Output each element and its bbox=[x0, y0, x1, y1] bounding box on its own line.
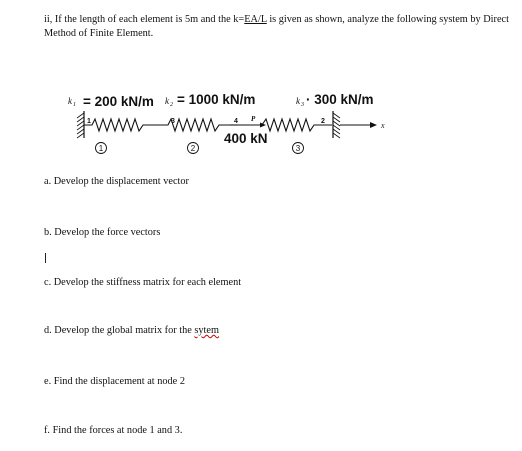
k1-subscript: 1 bbox=[73, 102, 76, 108]
x-axis-label: x bbox=[381, 121, 385, 130]
element-1-marker bbox=[96, 143, 107, 154]
k3-subscript: 3 bbox=[301, 102, 304, 108]
k1-symbol: k bbox=[68, 96, 72, 106]
load-arrow bbox=[240, 123, 266, 128]
element-2-marker bbox=[188, 143, 199, 154]
node-3-label: 3 bbox=[171, 118, 175, 125]
element-2-label: 2 bbox=[190, 144, 196, 153]
k2-value: = 1000 kN/m bbox=[177, 92, 256, 107]
question-d-text: d. Develop the global matrix for the bbox=[44, 325, 195, 336]
question-a: a. Develop the displacement vector bbox=[44, 176, 189, 187]
question-c: c. Develop the stiffness matrix for each element bbox=[44, 277, 242, 288]
question-d bbox=[44, 325, 219, 336]
question-b: b. Develop the force vectors bbox=[44, 227, 161, 238]
k2-subscript: 2 bbox=[170, 102, 173, 108]
spring-element-1 bbox=[84, 119, 160, 131]
node-4-label: 4 bbox=[234, 118, 238, 125]
question-f: f. Find the forces at node 1 and 3. bbox=[44, 425, 183, 436]
k1-value: = 200 kN/m bbox=[83, 94, 154, 109]
element-3-marker bbox=[293, 143, 304, 154]
k3-symbol: k bbox=[296, 96, 300, 106]
ea-over-l-underlined: EA/L bbox=[244, 14, 267, 25]
node-2-label: 2 bbox=[321, 118, 325, 125]
problem-text-part1: ii, If the length of each element is 5m and the k= bbox=[44, 14, 245, 25]
load-value: 400 kN bbox=[224, 131, 268, 146]
k2-symbol: k bbox=[165, 96, 169, 106]
node-1-label: 1 bbox=[87, 118, 91, 125]
x-axis-arrow bbox=[340, 122, 377, 128]
element-1-label: 1 bbox=[98, 144, 104, 153]
load-symbol: P bbox=[251, 115, 256, 123]
k3-value: · 300 kN/m bbox=[306, 92, 374, 107]
element-3-label: 3 bbox=[295, 144, 301, 153]
right-fixed-support bbox=[333, 111, 340, 138]
left-fixed-support bbox=[77, 111, 84, 138]
misspelled-word: sytem bbox=[194, 325, 220, 336]
question-e: e. Find the displacement at node 2 bbox=[44, 376, 185, 387]
problem-text-part2: is given as shown, analyze the following system by Direct Method of Finite Element. bbox=[44, 14, 509, 39]
text-cursor bbox=[45, 253, 46, 263]
